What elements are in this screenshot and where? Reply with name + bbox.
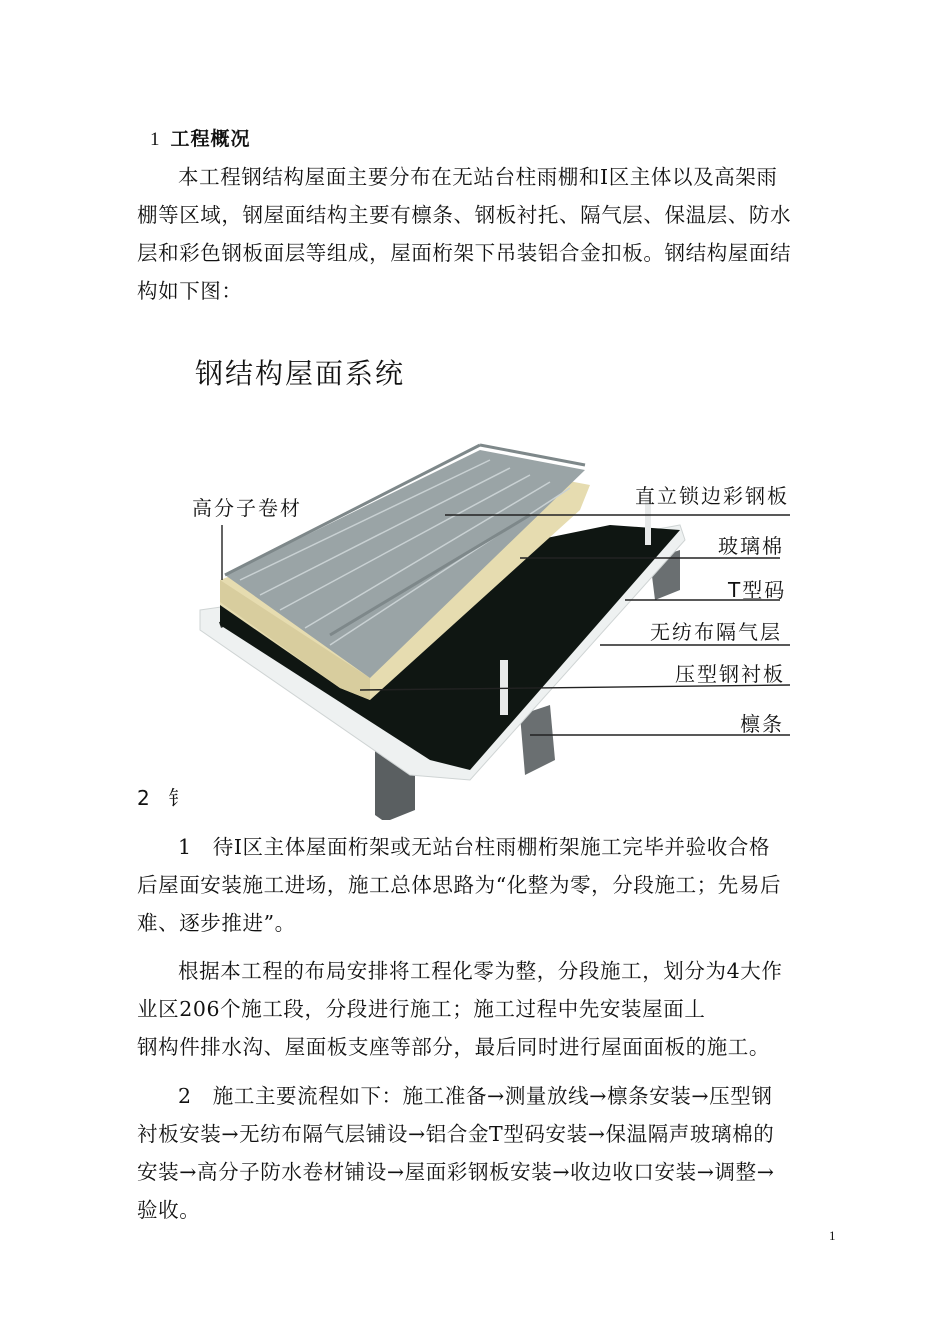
section-2-paragraph-1	[137, 828, 832, 942]
section-number: 2	[137, 786, 152, 810]
paragraph-line: 业区206个施工段，分段进行施工；施工过程中先安装屋面丄	[137, 997, 706, 1021]
section-2-paragraph-3	[137, 1077, 832, 1229]
section-number: 1	[150, 129, 161, 150]
paragraph-line: 本工程钢结构屋面主要分布在无站台柱雨棚和Ⅰ区主体以及高架雨	[178, 165, 778, 189]
paragraph-line: 安装→高分子防水卷材铺设→屋面彩钢板安装→收边收口安装→调整→	[137, 1160, 775, 1184]
callout-glass-wool: 玻璃棉	[718, 534, 784, 558]
section-title-partial: 钅	[168, 786, 191, 810]
paragraph-line: 验收。	[137, 1198, 201, 1222]
page-number: 1	[829, 1228, 836, 1243]
callout-t-clip: T型码	[728, 578, 787, 602]
section-2-paragraph-2	[137, 952, 832, 1066]
callout-vapor-barrier: 无纺布隔气层	[650, 620, 782, 644]
paragraph-line: 钢构件排水沟、屋面板支座等部分，最后同时进行屋面面板的施工。	[137, 1035, 770, 1059]
section-2-heading	[137, 782, 190, 811]
roof-system-diagram	[180, 430, 820, 820]
paragraph-line: 难、逐步推进”。	[137, 911, 296, 935]
callout-polymer-membrane: 高分子卷材	[192, 496, 302, 520]
paragraph-line: 构如下图：	[137, 279, 243, 303]
paragraph-line: 衬板安装→无纺布隔气层铺设→铝合金T型码安装→保温隔声玻璃棉的	[137, 1122, 775, 1146]
section-title: 工程概况	[170, 128, 251, 150]
paragraph-line: 2 施工主要流程如下：施工准备→测量放线→檩条安装→压型钢	[178, 1084, 773, 1108]
section-1-paragraph	[137, 158, 832, 310]
paragraph-line: 后屋面安装施工进场，施工总体思路为“化整为零，分段施工；先易后	[137, 873, 782, 897]
paragraph-line: 层和彩色钢板面层等组成，屋面桁架下吊装铝合金扣板。钢结构屋面结	[137, 241, 792, 265]
figure-title: 钢结构屋面系统	[195, 357, 406, 390]
callout-purlin: 檩条	[740, 712, 784, 736]
callout-steel-liner: 压型钢衬板	[675, 662, 785, 686]
callout-standing-seam-panel: 直立锁边彩钢板	[635, 484, 789, 508]
paragraph-line: 1 待Ⅰ区主体屋面桁架或无站台柱雨棚桁架施工完毕并验收合格	[178, 835, 771, 859]
paragraph-line: 棚等区域，钢屋面结构主要有檩条、钢板衬托、隔气层、保温层、防水	[137, 203, 792, 227]
paragraph-line: 根据本工程的布局安排将工程化零为整，分段施工，划分为4大作	[178, 959, 783, 983]
section-1-heading	[150, 124, 251, 151]
